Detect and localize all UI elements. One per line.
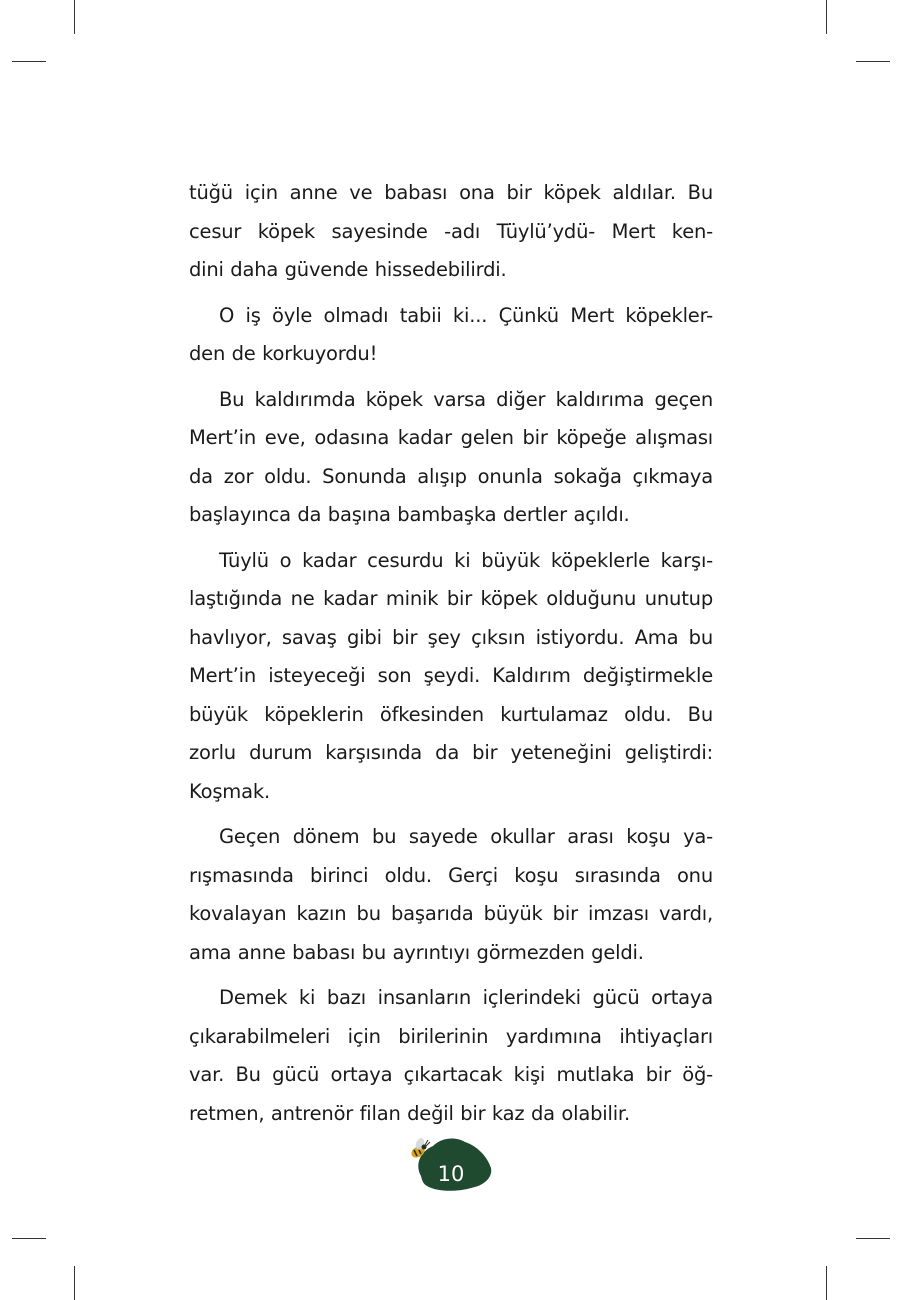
text-line: zorlu durum karşısında da bir yeteneğini geliştirdi: xyxy=(189,741,713,764)
text-line: O iş öyle olmadı tabii ki... Çünkü Mert köpekler- xyxy=(219,303,713,327)
text-line: cesur köpek sayesinde -adı Tüylü’ydü- Mert ken- xyxy=(189,219,713,243)
text-line: havlıyor, savaş gibi bir şey çıksın istiyordu. Ama bu xyxy=(189,625,713,649)
text-line: tüğü için anne ve babası ona bir köpek aldılar. Bu xyxy=(189,181,713,204)
crop-mark-top-right-horizontal xyxy=(856,61,890,62)
text-line: var. Bu gücü ortaya çıkartacak kişi mutlaka bir öğ- xyxy=(189,1063,713,1086)
crop-mark-bottom-right-vertical xyxy=(826,1266,827,1300)
text-line: kovalayan kazın bu başarıda büyük bir imzası vardı, xyxy=(189,902,713,925)
crop-mark-top-right-vertical xyxy=(826,0,827,34)
crop-mark-bottom-left-horizontal xyxy=(12,1238,46,1239)
crop-mark-top-left-vertical xyxy=(74,0,75,34)
text-line: laştığında ne kadar minik bir köpek olduğunu unutup xyxy=(189,587,713,610)
page-number-badge xyxy=(405,1128,500,1198)
paragraph xyxy=(189,174,713,290)
text-line: büyük köpeklerin öfkesinden kurtulamaz oldu. Bu xyxy=(189,702,713,726)
paragraph xyxy=(189,542,713,812)
text-line: retmen, antrenör filan değil bir kaz da olabilir. xyxy=(189,1101,630,1125)
crop-mark-top-left-horizontal xyxy=(12,61,46,62)
page-number: 10 xyxy=(437,1162,465,1186)
crop-mark-bottom-right-horizontal xyxy=(856,1238,890,1239)
paragraph xyxy=(189,381,713,535)
text-line: Tüylü o kadar cesurdu ki büyük köpeklerle karşı- xyxy=(219,548,713,572)
text-line: dini daha güvende hissedebilirdi. xyxy=(189,258,507,281)
paragraph xyxy=(189,979,713,1133)
text-line: Geçen dönem bu sayede okullar arası koşu ya- xyxy=(219,825,713,848)
text-line: Mert’in isteyeceği son şeydi. Kaldırım değiştirmekle xyxy=(189,664,713,687)
text-line: başlayınca da başına bambaşka dertler açıldı. xyxy=(189,503,630,526)
text-line: Koşmak. xyxy=(189,779,270,803)
body-text xyxy=(189,174,713,1140)
paragraph xyxy=(189,818,713,972)
text-line: ama anne babası bu ayrıntıyı görmezden geldi. xyxy=(189,940,644,964)
text-line: çıkarabilmeleri için birilerinin yardımına ihtiyaçları xyxy=(189,1024,713,1048)
text-line: Demek ki bazı insanların içlerindeki gücü ortaya xyxy=(219,986,713,1009)
text-line: rışmasında birinci oldu. Gerçi koşu sırasında onu xyxy=(189,863,713,887)
text-line: Mert’in eve, odasına kadar gelen bir köpeğe alışması xyxy=(189,426,713,449)
crop-mark-bottom-left-vertical xyxy=(74,1266,75,1300)
text-line: Bu kaldırımda köpek varsa diğer kaldırıma geçen xyxy=(219,387,713,411)
text-line: da zor oldu. Sonunda alışıp onunla sokağa çıkmaya xyxy=(189,464,713,488)
paragraph xyxy=(189,297,713,374)
text-line: den de korkuyordu! xyxy=(189,342,378,365)
